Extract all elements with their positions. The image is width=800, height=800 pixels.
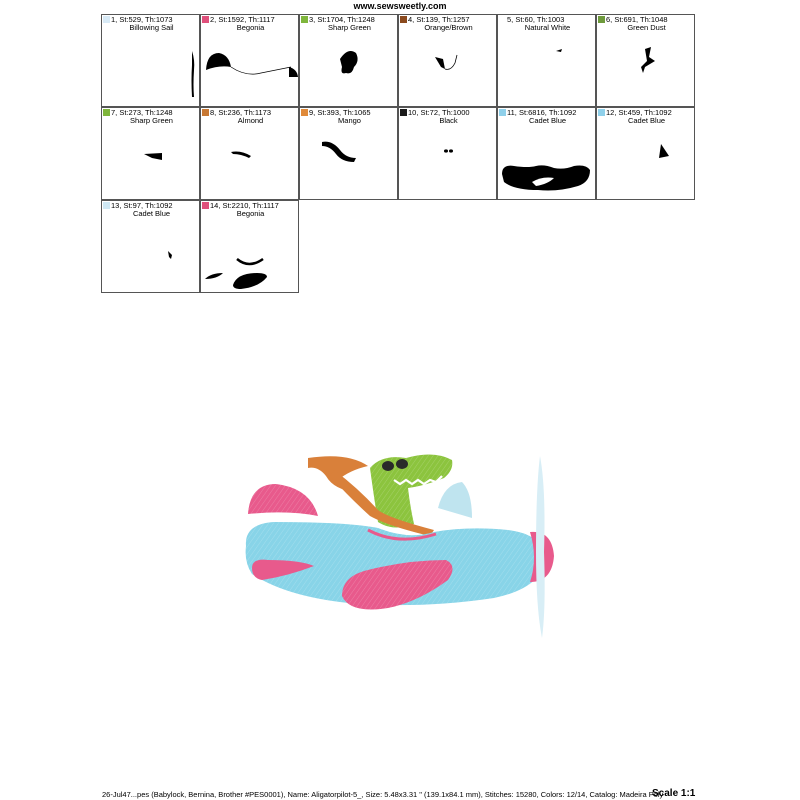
thread-name: Green Dust xyxy=(627,23,666,32)
block-preview xyxy=(201,108,300,201)
color-block-1 xyxy=(101,14,200,107)
block-preview xyxy=(498,15,597,108)
color-block-14 xyxy=(200,200,299,293)
block-preview xyxy=(201,15,300,108)
block-meta: 9, St:393, Th:1065 xyxy=(309,108,371,117)
block-preview xyxy=(597,15,696,108)
site-url: www.sewsweetly.com xyxy=(353,1,447,11)
block-meta: 12, St:459, Th:1092 xyxy=(606,108,672,117)
eye-left-icon xyxy=(382,461,394,471)
block-preview xyxy=(102,15,201,108)
thread-name: Almond xyxy=(237,116,264,125)
block-meta: 13, St:97, Th:1092 xyxy=(111,201,173,210)
thread-name: Begonia xyxy=(236,23,265,32)
block-meta: 1, St:529, Th:1073 xyxy=(111,15,173,24)
color-chart-grid xyxy=(101,14,698,294)
eye-right-icon xyxy=(396,459,408,469)
airplane-alligator-design xyxy=(238,448,558,648)
thread-name: Begonia xyxy=(236,209,265,218)
block-meta: 7, St:273, Th:1248 xyxy=(111,108,173,117)
color-block-12 xyxy=(596,107,695,200)
footer-info: 26-Jul47...pes (Babylock, Bernina, Brother #PES0001), Name: Aligatorpilot-5_, Size: 5.48x3.31 " (139.1x84.1 mm), Stitches: 15280, Colors: 12/14, Catalog: Madeira Poly xyxy=(102,790,664,799)
scale-label: Scale 1:1 xyxy=(652,788,696,799)
thread-name: Orange/Brown xyxy=(424,23,473,32)
block-meta: 6, St:691, Th:1048 xyxy=(606,15,668,24)
thread-name: Cadet Blue xyxy=(627,116,666,125)
thread-name: Sharp Green xyxy=(328,23,371,32)
thread-name: Mango xyxy=(338,116,361,125)
block-preview xyxy=(201,201,300,294)
block-meta: 11, St:6816, Th:1092 xyxy=(507,108,577,117)
block-preview xyxy=(399,15,498,108)
color-block-2 xyxy=(200,14,299,107)
block-preview xyxy=(300,15,399,108)
color-block-8 xyxy=(200,107,299,200)
color-block-4 xyxy=(398,14,497,107)
block-preview xyxy=(102,201,201,294)
color-block-9 xyxy=(299,107,398,200)
color-block-3 xyxy=(299,14,398,107)
block-meta: 3, St:1704, Th:1248 xyxy=(309,15,375,24)
color-block-6 xyxy=(596,14,695,107)
color-block-10 xyxy=(398,107,497,200)
block-preview xyxy=(399,108,498,201)
block-meta: 14, St:2210, Th:1117 xyxy=(210,201,279,210)
block-meta: 5, St:60, Th:1003 xyxy=(507,15,565,24)
block-preview xyxy=(300,108,399,201)
block-preview xyxy=(498,108,597,201)
block-meta: 10, St:72, Th:1000 xyxy=(408,108,470,117)
block-preview xyxy=(597,108,696,201)
block-meta: 4, St:139, Th:1257 xyxy=(408,15,470,24)
color-block-13 xyxy=(101,200,200,293)
color-block-5 xyxy=(497,14,596,107)
color-block-7 xyxy=(101,107,200,200)
thread-name: Cadet Blue xyxy=(528,116,567,125)
thread-name: Black xyxy=(439,116,458,125)
block-meta: 8, St:236, Th:1173 xyxy=(210,108,272,117)
thread-name: Cadet Blue xyxy=(132,209,171,218)
thread-name: Sharp Green xyxy=(130,116,173,125)
block-meta: 2, St:1592, Th:1117 xyxy=(210,15,275,24)
thread-name: Billowing Sail xyxy=(129,23,174,32)
block-preview xyxy=(102,108,201,201)
thread-name: Natural White xyxy=(524,23,571,32)
color-block-11 xyxy=(497,107,596,200)
